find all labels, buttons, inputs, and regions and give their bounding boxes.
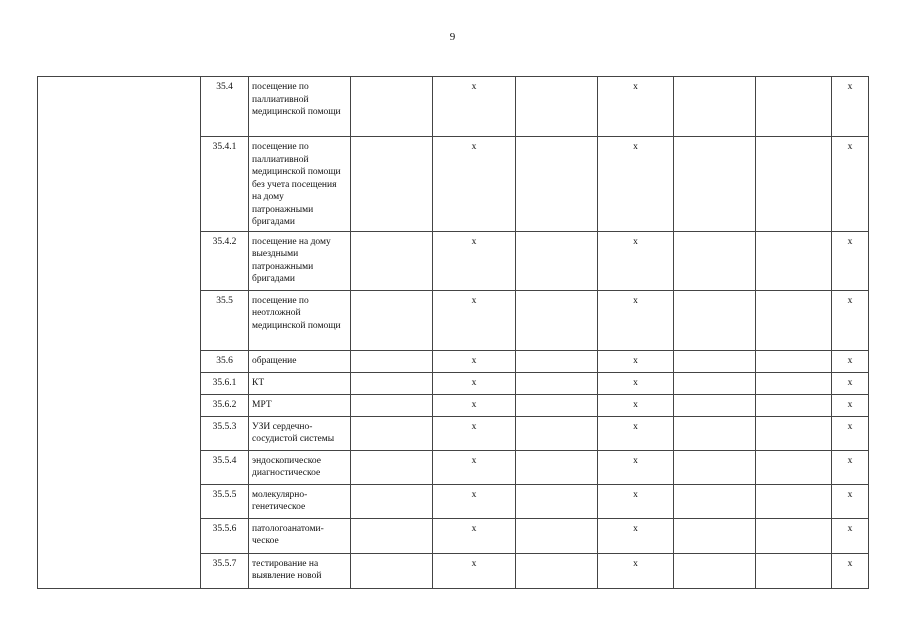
mark-cell: x [598, 394, 674, 416]
mark-cell: x [598, 450, 674, 484]
mark-cell: x [433, 553, 516, 588]
empty-cell [351, 350, 433, 372]
mark-cell: x [433, 350, 516, 372]
mark-cell: x [598, 231, 674, 290]
mark-cell: x [433, 290, 516, 350]
group-cell [38, 77, 201, 589]
row-name: обращение [249, 350, 351, 372]
empty-cell [674, 372, 756, 394]
empty-cell [674, 450, 756, 484]
empty-cell [516, 553, 598, 588]
empty-cell [351, 137, 433, 232]
empty-cell [756, 231, 832, 290]
empty-cell [756, 394, 832, 416]
row-name: эндоскопическое диагностическое [249, 450, 351, 484]
mark-cell: x [433, 231, 516, 290]
empty-cell [674, 77, 756, 137]
empty-cell [516, 372, 598, 394]
empty-cell [756, 553, 832, 588]
mark-cell: x [832, 290, 869, 350]
row-code: 35.5.6 [201, 518, 249, 553]
empty-cell [756, 484, 832, 518]
mark-cell: x [832, 450, 869, 484]
empty-cell [674, 290, 756, 350]
mark-cell: x [598, 77, 674, 137]
mark-cell: x [832, 231, 869, 290]
mark-cell: x [832, 372, 869, 394]
mark-cell: x [832, 484, 869, 518]
empty-cell [756, 450, 832, 484]
mark-cell: x [832, 394, 869, 416]
empty-cell [351, 77, 433, 137]
mark-cell: x [832, 518, 869, 553]
empty-cell [351, 372, 433, 394]
row-code: 35.5.4 [201, 450, 249, 484]
mark-cell: x [832, 77, 869, 137]
empty-cell [756, 350, 832, 372]
mark-cell: x [433, 518, 516, 553]
empty-cell [756, 137, 832, 232]
row-name: МРТ [249, 394, 351, 416]
mark-cell: x [832, 137, 869, 232]
empty-cell [516, 350, 598, 372]
mark-cell: x [433, 77, 516, 137]
empty-cell [516, 394, 598, 416]
empty-cell [674, 350, 756, 372]
mark-cell: x [832, 553, 869, 588]
row-name: УЗИ сердечно-сосудистой системы [249, 416, 351, 450]
mark-cell: x [598, 518, 674, 553]
empty-cell [674, 416, 756, 450]
empty-cell [756, 518, 832, 553]
mark-cell: x [433, 450, 516, 484]
empty-cell [756, 77, 832, 137]
empty-cell [756, 290, 832, 350]
mark-cell: x [598, 416, 674, 450]
empty-cell [674, 484, 756, 518]
mark-cell: x [598, 372, 674, 394]
services-table [37, 76, 869, 589]
empty-cell [674, 137, 756, 232]
row-name: посещение по паллиативной медицинской помощи [249, 77, 351, 137]
empty-cell [351, 553, 433, 588]
empty-cell [516, 231, 598, 290]
empty-cell [351, 394, 433, 416]
mark-cell: x [598, 553, 674, 588]
mark-cell: x [433, 137, 516, 232]
mark-cell: x [598, 137, 674, 232]
row-name: тестирование на выявление новой [249, 553, 351, 588]
row-code: 35.5 [201, 290, 249, 350]
empty-cell [351, 518, 433, 553]
mark-cell: x [832, 350, 869, 372]
row-code: 35.6.2 [201, 394, 249, 416]
page-number: 9 [449, 31, 456, 43]
empty-cell [516, 450, 598, 484]
empty-cell [674, 231, 756, 290]
empty-cell [516, 484, 598, 518]
mark-cell: x [433, 416, 516, 450]
empty-cell [674, 518, 756, 553]
row-name: КТ [249, 372, 351, 394]
row-code: 35.5.3 [201, 416, 249, 450]
table-row [38, 77, 869, 137]
empty-cell [516, 137, 598, 232]
row-code: 35.5.7 [201, 553, 249, 588]
empty-cell [351, 416, 433, 450]
row-code: 35.4 [201, 77, 249, 137]
mark-cell: x [433, 372, 516, 394]
row-code: 35.4.1 [201, 137, 249, 232]
mark-cell: x [598, 350, 674, 372]
empty-cell [674, 394, 756, 416]
empty-cell [516, 416, 598, 450]
empty-cell [516, 290, 598, 350]
row-code: 35.5.5 [201, 484, 249, 518]
mark-cell: x [832, 416, 869, 450]
row-code: 35.6.1 [201, 372, 249, 394]
row-name: патологоанатоми-ческое [249, 518, 351, 553]
mark-cell: x [433, 394, 516, 416]
row-name: посещение по неотложной медицинской помощи [249, 290, 351, 350]
empty-cell [516, 77, 598, 137]
mark-cell: x [598, 290, 674, 350]
empty-cell [516, 518, 598, 553]
empty-cell [351, 290, 433, 350]
empty-cell [351, 484, 433, 518]
mark-cell: x [433, 484, 516, 518]
empty-cell [351, 231, 433, 290]
row-code: 35.4.2 [201, 231, 249, 290]
empty-cell [351, 450, 433, 484]
empty-cell [674, 553, 756, 588]
empty-cell [756, 372, 832, 394]
row-name: посещение на дому выездными патронажными бригадами [249, 231, 351, 290]
mark-cell: x [598, 484, 674, 518]
row-code: 35.6 [201, 350, 249, 372]
empty-cell [756, 416, 832, 450]
row-name: посещение по паллиативной медицинской помощи без учета посещения на дому патронажными бригадами [249, 137, 351, 232]
row-name: молекулярно-генетическое [249, 484, 351, 518]
